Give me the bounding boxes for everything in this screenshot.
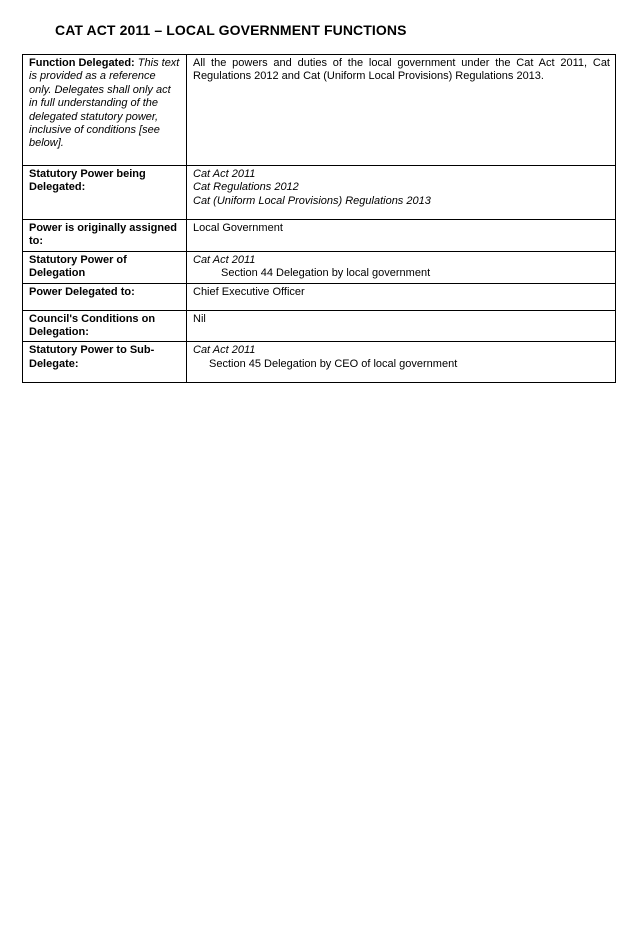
table-row-sub-delegate bbox=[23, 342, 616, 383]
originally-assigned-value: Local Government bbox=[187, 220, 616, 252]
originally-assigned-label: Power is originally assigned to: bbox=[23, 220, 187, 252]
statutory-power-line: Cat (Uniform Local Provisions) Regulations 2013 bbox=[193, 194, 431, 207]
statutory-power-label: Statutory Power being Delegated: bbox=[23, 166, 187, 220]
function-delegated-label: Function Delegated: bbox=[29, 57, 135, 69]
council-conditions-value: Nil bbox=[187, 310, 616, 342]
statutory-power-line: Cat Regulations 2012 bbox=[193, 181, 299, 194]
function-delegated-note: This text is provided as a reference only. Delegates shall only act in full understanding of the delegated statutory power, inclusive of conditions [see below]. bbox=[29, 57, 180, 150]
sub-delegate-value bbox=[187, 342, 616, 383]
function-delegated-value: All the powers and duties of the local government under the Cat Act 2011, Cat Regulations 2012 and Cat (Uniform Local Provisions) Regulations 2013. bbox=[187, 55, 616, 166]
statutory-power-line: Cat Act 2011 bbox=[193, 168, 256, 180]
table-row-function-delegated bbox=[23, 55, 616, 166]
statutory-power-value bbox=[187, 166, 616, 220]
table-row-power-of-delegation bbox=[23, 251, 616, 283]
sub-delegate-label: Statutory Power to Sub-Delegate: bbox=[23, 342, 187, 383]
document-title: CAT ACT 2011 – LOCAL GOVERNMENT FUNCTIONS bbox=[55, 22, 407, 38]
power-of-delegation-section: Section 44 Delegation by local government bbox=[221, 267, 431, 280]
power-of-delegation-act: Cat Act 2011 bbox=[193, 253, 256, 266]
delegated-to-label: Power Delegated to: bbox=[23, 283, 187, 310]
row-label-cell bbox=[23, 55, 187, 166]
sub-delegate-act: Cat Act 2011 bbox=[193, 344, 256, 357]
table-row-council-conditions bbox=[23, 310, 616, 342]
delegated-to-value: Chief Executive Officer bbox=[187, 283, 616, 310]
power-of-delegation-label: Statutory Power of Delegation bbox=[23, 251, 187, 283]
council-conditions-label: Council's Conditions on Delegation: bbox=[23, 310, 187, 342]
table-row-statutory-power bbox=[23, 166, 616, 220]
delegation-table bbox=[22, 54, 616, 383]
table-row-originally-assigned bbox=[23, 220, 616, 252]
power-of-delegation-value bbox=[187, 251, 616, 283]
sub-delegate-section: Section 45 Delegation by CEO of local government bbox=[209, 357, 458, 370]
table-row-delegated-to bbox=[23, 283, 616, 310]
